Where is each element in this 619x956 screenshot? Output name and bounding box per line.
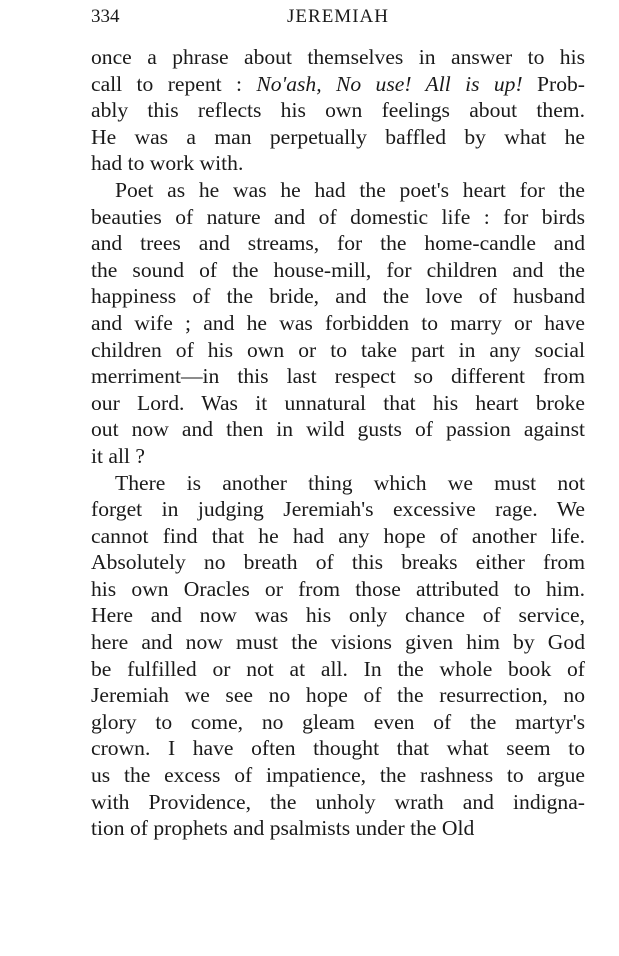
text-line: [91, 602, 585, 629]
text-run: and wife ; and he was forbidden to marry or have: [91, 310, 585, 335]
paragraph: [91, 44, 585, 177]
text-line: [91, 443, 585, 470]
text-run: tion of prophets and psalmists under the Old: [91, 816, 475, 841]
text-line: [91, 496, 585, 523]
text-line: [91, 97, 585, 124]
text-line: [91, 337, 585, 364]
text-line: [91, 44, 585, 71]
text-line: [91, 150, 585, 177]
text-run: ably this reflects his own feelings about them.: [91, 98, 585, 123]
text-run: There is another thing which we must not: [115, 470, 585, 495]
text-run: here and now must the visions given him by God: [91, 630, 585, 655]
text-run: our Lord. Was it unnatural that his heart broke: [91, 390, 585, 415]
text-line: [91, 310, 585, 337]
text-line: [91, 204, 585, 231]
text-line: [91, 762, 585, 789]
text-line: [91, 124, 585, 151]
text-line: [91, 549, 585, 576]
text-run: cannot find that he had any hope of another life.: [91, 523, 585, 548]
text-run: out now and then in wild gusts of passion against: [91, 417, 585, 442]
page-header: [91, 4, 585, 30]
text-run: Poet as he was he had the poet's heart for the: [115, 177, 585, 202]
text-line: [91, 71, 585, 98]
text-run: forget in judging Jeremiah's excessive rage. We: [91, 497, 585, 522]
text-run: beauties of nature and of domestic life : for birds: [91, 204, 585, 229]
text-run: the sound of the house-mill, for children and the: [91, 257, 585, 282]
text-run: Jeremiah we see no hope of the resurrection, no: [91, 683, 585, 708]
text-line: [91, 789, 585, 816]
text-run: happiness of the bride, and the love of husband: [91, 284, 585, 309]
text-run: had to work with.: [91, 151, 244, 176]
text-line: [91, 576, 585, 603]
text-line: [91, 230, 585, 257]
text-run: glory to come, no gleam even of the martyr's: [91, 709, 585, 734]
paragraph: [91, 177, 585, 470]
text-line: [91, 390, 585, 417]
text-run: crown. I have often thought that what seem to: [91, 736, 585, 761]
text-run: and trees and streams, for the home-candle and: [91, 231, 585, 256]
text-run: children of his own or to take part in any social: [91, 337, 585, 362]
page-number: 334: [91, 6, 120, 27]
text-line: [91, 416, 585, 443]
text-run: He was a man perpetually baffled by what he: [91, 124, 585, 149]
text-run: call to repent :: [91, 71, 257, 96]
text-line: [91, 656, 585, 683]
text-run: merriment—in this last respect so different from: [91, 364, 585, 389]
text-line: [91, 257, 585, 284]
text-line: [91, 682, 585, 709]
text-line: [91, 815, 585, 842]
text-run: his own Oracles or from those attributed to him.: [91, 576, 585, 601]
italic-phrase: No'ash, No use! All is up!: [256, 71, 523, 96]
text-run: Prob-: [522, 71, 585, 96]
running-head: JEREMIAH: [287, 6, 389, 27]
text-line: [91, 283, 585, 310]
text-run: once a phrase about themselves in answer to his: [91, 45, 585, 69]
text-run: us the excess of impatience, the rashness to argue: [91, 763, 585, 788]
text-line: [91, 735, 585, 762]
text-run: Absolutely no breath of this breaks either from: [91, 550, 585, 575]
paragraph: [91, 470, 585, 842]
text-line: [91, 470, 585, 497]
text-line: [91, 629, 585, 656]
text-run: be fulfilled or not at all. In the whole book of: [91, 656, 585, 681]
text-line: [91, 709, 585, 736]
text-line: [91, 523, 585, 550]
text-line: [91, 363, 585, 390]
text-run: with Providence, the unholy wrath and indigna-: [91, 789, 585, 814]
text-run: it all ?: [91, 443, 145, 468]
body-text: [91, 44, 585, 842]
text-run: Here and now was his only chance of service,: [91, 603, 585, 628]
text-line: [91, 177, 585, 204]
